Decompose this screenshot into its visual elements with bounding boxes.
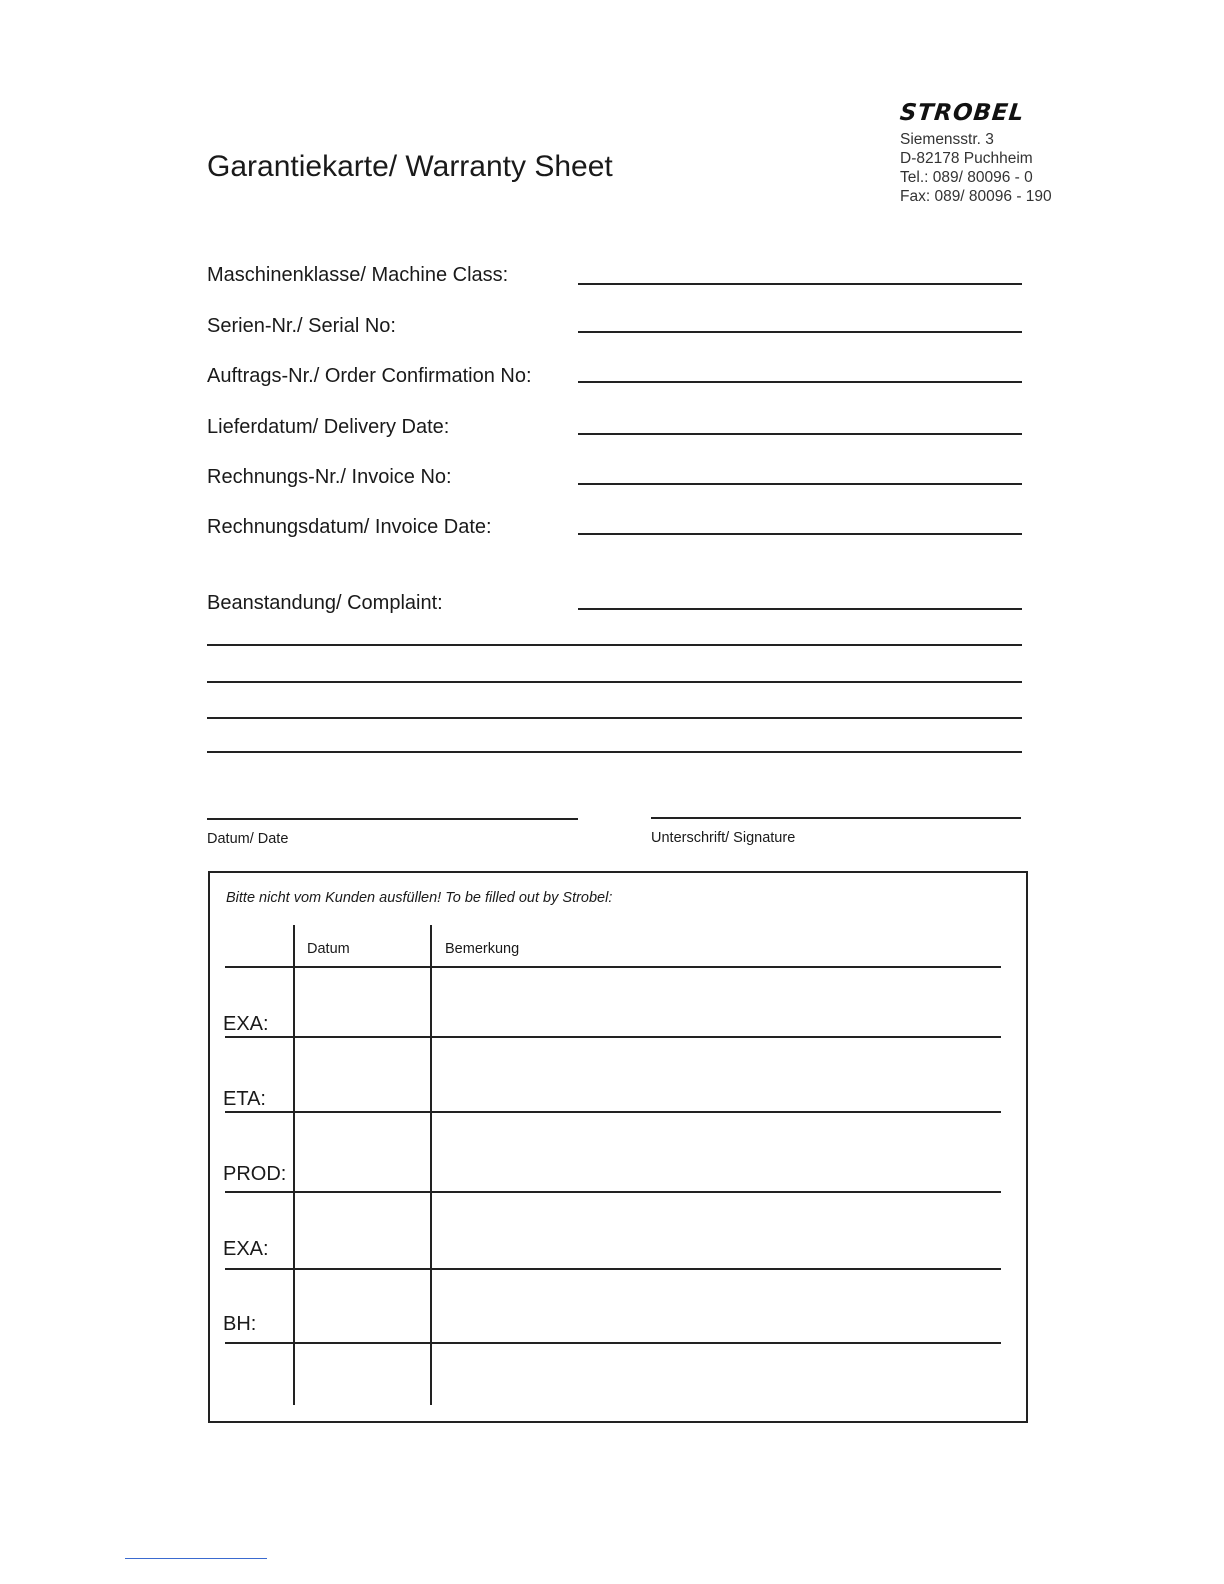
- machine-class-field[interactable]: [578, 283, 1022, 285]
- row-label-prod: PROD:: [223, 1163, 287, 1185]
- date-label: Datum/ Date: [207, 831, 289, 847]
- row-label-eta: ETA:: [223, 1088, 266, 1110]
- row-divider-3: [225, 1191, 1001, 1193]
- complaint-label: Beanstandung/ Complaint:: [207, 592, 443, 614]
- company-logo: STROBEL: [898, 100, 1026, 126]
- row-label-bh: BH:: [223, 1313, 257, 1335]
- page-title: Garantiekarte/ Warranty Sheet: [207, 150, 613, 183]
- order-confirmation-field[interactable]: [578, 381, 1022, 383]
- row-divider-2: [225, 1111, 1001, 1113]
- complaint-field[interactable]: [578, 608, 1022, 610]
- internal-use-note: Bitte nicht vom Kunden ausfüllen! To be filled out by Strobel:: [226, 890, 613, 906]
- machine-class-label: Maschinenklasse/ Machine Class:: [207, 264, 509, 286]
- serial-no-label: Serien-Nr./ Serial No:: [207, 315, 396, 337]
- row-divider-1: [225, 1036, 1001, 1038]
- address-street: Siemensstr. 3: [900, 131, 994, 148]
- column-divider-1: [293, 925, 295, 1405]
- column-header-datum: Datum: [307, 941, 350, 957]
- invoice-date-label: Rechnungsdatum/ Invoice Date:: [207, 516, 492, 538]
- serial-no-field[interactable]: [578, 331, 1022, 333]
- header-row-divider: [225, 966, 1001, 968]
- complaint-line-1[interactable]: [207, 644, 1022, 646]
- row-divider-4: [225, 1268, 1001, 1270]
- address-city: D-82178 Puchheim: [900, 150, 1033, 167]
- invoice-no-field[interactable]: [578, 483, 1022, 485]
- column-header-bemerkung: Bemerkung: [445, 941, 520, 957]
- complaint-line-3[interactable]: [207, 717, 1022, 719]
- invoice-date-field[interactable]: [578, 533, 1022, 535]
- column-divider-2: [430, 925, 432, 1405]
- signature-label: Unterschrift/ Signature: [651, 830, 796, 846]
- delivery-date-label: Lieferdatum/ Delivery Date:: [207, 416, 450, 438]
- signature-field[interactable]: [651, 817, 1021, 819]
- address-fax: Fax: 089/ 80096 - 190: [900, 188, 1052, 205]
- delivery-date-field[interactable]: [578, 433, 1022, 435]
- row-divider-5: [225, 1342, 1001, 1344]
- complaint-line-2[interactable]: [207, 681, 1022, 683]
- invoice-no-label: Rechnungs-Nr./ Invoice No:: [207, 466, 452, 488]
- address-phone: Tel.: 089/ 80096 - 0: [900, 169, 1033, 186]
- scan-artifact-line: [125, 1558, 267, 1559]
- row-label-exa-1: EXA:: [223, 1013, 269, 1035]
- date-field[interactable]: [207, 818, 578, 820]
- complaint-line-4[interactable]: [207, 751, 1022, 753]
- row-label-exa-2: EXA:: [223, 1238, 269, 1260]
- order-confirmation-label: Auftrags-Nr./ Order Confirmation No:: [207, 365, 532, 387]
